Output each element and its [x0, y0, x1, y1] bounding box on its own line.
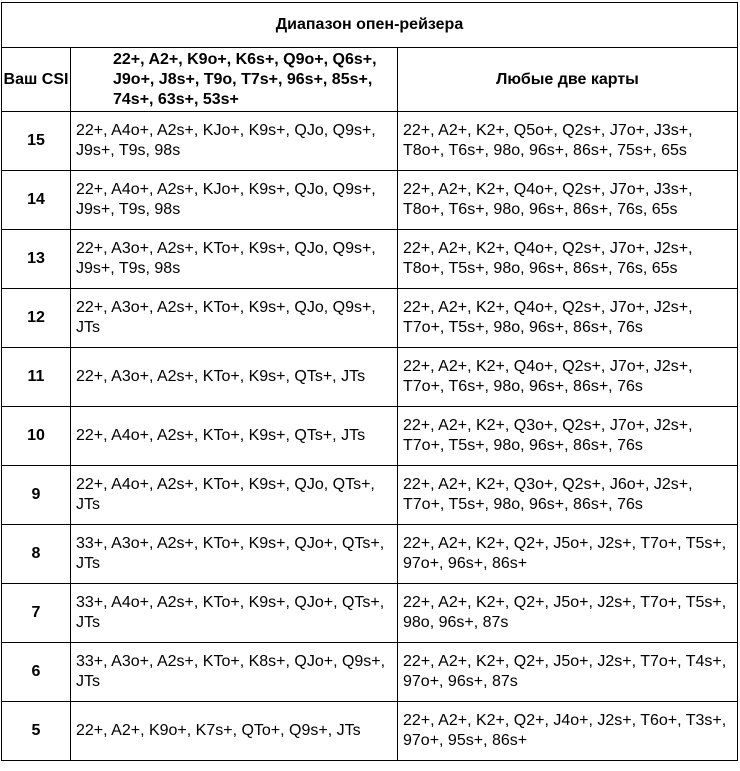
header-range: 22+, A2+, K9o+, K6s+, Q9o+, Q6s+, J9o+, J8s+, T9o, T7s+, 96s+, 85s+, 74s+, 63s+, 53s+ — [71, 48, 398, 112]
any-two-cell: 22+, A2+, K2+, Q3o+, Q2s+, J6o+, J2s+, T7o+, T5s+, 98o, 96s+, 86s+, 76s — [398, 466, 738, 525]
range-cell: 22+, A3o+, A2s+, KTo+, K9s+, QJo, Q9s+, J9s+, T9s, 98s — [71, 230, 398, 289]
table-title-row — [2, 3, 738, 48]
range-cell: 22+, A4o+, A2s+, KTo+, K9s+, QTs+, JTs — [71, 407, 398, 466]
any-two-cell: 22+, A2+, K2+, Q4o+, Q2s+, J7o+, J2s+, T8o+, T5s+, 98o, 96s+, 86s+, 76s, 65s — [398, 230, 738, 289]
csi-value: 5 — [2, 702, 71, 761]
any-two-cell: 22+, A2+, K2+, Q2+, J5o+, J2s+, T7o+, T4s+, 97o+, 96s+, 87s — [398, 643, 738, 702]
any-two-cell: 22+, A2+, K2+, Q2+, J5o+, J2s+, T7o+, T5s+, 97o+, 96s+, 86s+ — [398, 525, 738, 584]
csi-value: 9 — [2, 466, 71, 525]
header-csi: Ваш CSI — [2, 48, 71, 112]
table-row — [2, 348, 738, 407]
table-header-row — [2, 48, 738, 112]
csi-value: 8 — [2, 525, 71, 584]
table-row — [2, 230, 738, 289]
csi-value: 10 — [2, 407, 71, 466]
any-two-cell: 22+, A2+, K2+, Q5o+, Q2s+, J7o+, J3s+, T8o+, T6s+, 98o, 96s+, 86s+, 75s+, 65s — [398, 112, 738, 171]
table-row — [2, 584, 738, 643]
any-two-cell: 22+, A2+, K2+, Q4o+, Q2s+, J7o+, J3s+, T8o+, T6s+, 98o, 96s+, 86s+, 76s, 65s — [398, 171, 738, 230]
range-cell: 22+, A4o+, A2s+, KTo+, K9s+, QJo, QTs+, JTs — [71, 466, 398, 525]
range-cell: 33+, A3o+, A2s+, KTo+, K8s+, QJo+, Q9s+, JTs — [71, 643, 398, 702]
csi-value: 7 — [2, 584, 71, 643]
table-row — [2, 112, 738, 171]
range-cell: 33+, A3o+, A2s+, KTo+, K9s+, QJo+, QTs+, JTs — [71, 525, 398, 584]
open-raiser-range-table-container — [1, 2, 737, 761]
range-cell: 22+, A4o+, A2s+, KJo+, K9s+, QJo, Q9s+, J9s+, T9s, 98s — [71, 112, 398, 171]
csi-value: 11 — [2, 348, 71, 407]
csi-value: 14 — [2, 171, 71, 230]
open-raiser-range-table — [1, 2, 738, 761]
any-two-cell: 22+, A2+, K2+, Q2+, J4o+, J2s+, T6o+, T3s+, 97o+, 95s+, 86s+ — [398, 702, 738, 761]
csi-value: 15 — [2, 112, 71, 171]
range-cell: 22+, A4o+, A2s+, KJo+, K9s+, QJo, Q9s+, J9s+, T9s, 98s — [71, 171, 398, 230]
range-cell: 22+, A2+, K9o+, K7s+, QTo+, Q9s+, JTs — [71, 702, 398, 761]
range-cell: 33+, A4o+, A2s+, KTo+, K9s+, QJo+, QTs+, JTs — [71, 584, 398, 643]
table-row — [2, 407, 738, 466]
any-two-cell: 22+, A2+, K2+, Q3o+, Q2s+, J7o+, J2s+, T7o+, T5s+, 98o, 96s+, 86s+, 76s — [398, 407, 738, 466]
table-row — [2, 466, 738, 525]
csi-value: 13 — [2, 230, 71, 289]
table-row — [2, 171, 738, 230]
any-two-cell: 22+, A2+, K2+, Q4o+, Q2s+, J7o+, J2s+, T7o+, T5s+, 98o, 96s+, 86s+, 76s — [398, 289, 738, 348]
any-two-cell: 22+, A2+, K2+, Q2+, J5o+, J2s+, T7o+, T5s+, 98o, 96s+, 87s — [398, 584, 738, 643]
csi-value: 6 — [2, 643, 71, 702]
table-title: Диапазон опен-рейзера — [2, 3, 738, 48]
header-any-two-cards: Любые две карты — [398, 48, 738, 112]
table-row — [2, 525, 738, 584]
csi-value: 12 — [2, 289, 71, 348]
table-row — [2, 702, 738, 761]
any-two-cell: 22+, A2+, K2+, Q4o+, Q2s+, J7o+, J2s+, T7o+, T6s+, 98o, 96s+, 86s+, 76s — [398, 348, 738, 407]
table-row — [2, 643, 738, 702]
table-row — [2, 289, 738, 348]
range-cell: 22+, A3o+, A2s+, KTo+, K9s+, QTs+, JTs — [71, 348, 398, 407]
range-cell: 22+, A3o+, A2s+, KTo+, K9s+, QJo, Q9s+, JTs — [71, 289, 398, 348]
